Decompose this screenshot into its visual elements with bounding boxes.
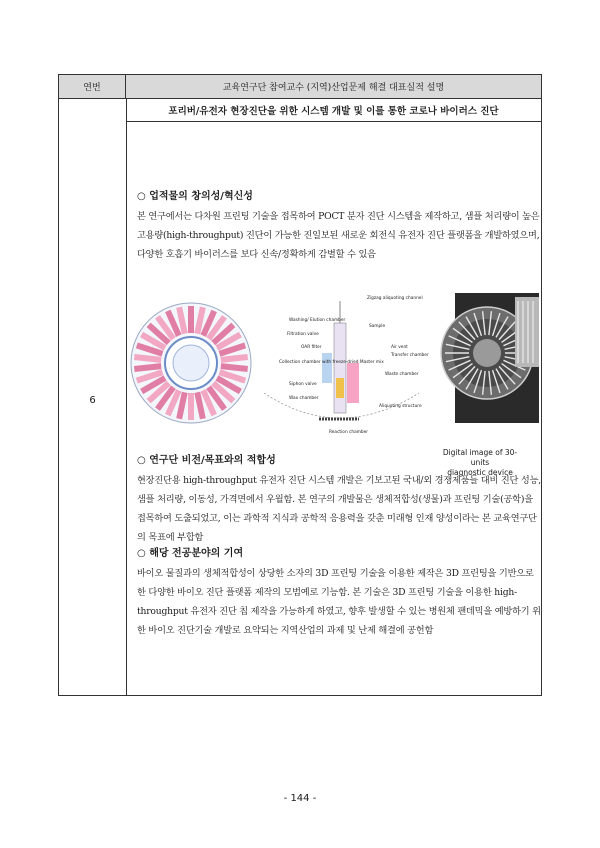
schematic-label: Aliquoting structure (379, 404, 422, 409)
section-heading: ○ 연구단 비전/목표와의 적합성 (137, 455, 276, 466)
device-photo (441, 293, 539, 423)
schematic-label: Waste chamber (385, 372, 419, 377)
schematic-label: OAR filter (301, 345, 322, 350)
section-innovation (137, 187, 541, 264)
device-figure (129, 293, 539, 443)
section-body: 현장진단용 high-throughput 유전자 진단 시스템 개발은 기보고된 국내/외 경쟁제품들 대비 진단 성능, 샘플 처리량, 이동성, 가격면에서 우월함. 본 연구의 개발물은 생체적합성(생물)과 프린팅 기술(공학)을 접목하여 도출되었고, 이는 과학적 지식과 공학적 응용력을 갖춘 미래형 인재 양성이라는 본 교육연구단의 목표에 부합함 (137, 475, 541, 543)
section-heading: ○ 업적물의 창의성/혁신성 (137, 191, 253, 202)
header-description-col: 교육연구단 참여교수 (지역)산업문제 해결 대표실적 설명 (222, 83, 445, 93)
schematic-label: Zigzag aliquoting channel (367, 296, 423, 301)
schematic-label: Wax chamber (289, 396, 319, 401)
schematic-label: Sample (369, 324, 386, 329)
section-heading: ○ 해당 전공분야의 기여 (137, 548, 244, 559)
schematic-label: Siphon valve (289, 382, 317, 387)
schematic-label: Collection chamber with freeze-dried Master mix (279, 360, 384, 365)
caption-line-2: diagnostic device (447, 468, 513, 477)
column-divider (126, 99, 127, 695)
section-body: 바이오 물질과의 생체적합성이 상당한 소자의 3D 프린팅 기술을 이용한 제작은 3D 프린팅을 기반으로 한 다양한 바이오 진단 플랫폼 제작의 모범예로 기능함. 본 기술은 3D 프린팅 기술을 이용한 high-throughput 유전자 진단 칩 제작을 가능하게 하였고, 향후 발생할 수 있는 병원체 팬데믹을 예방하기 위한 바이오 진단기술 개발로 요약되는 지역산업의 과제 및 난제 해결에 공헌함 (137, 568, 541, 636)
chamber-schematic (264, 295, 429, 435)
header-number-col: 연번 (59, 75, 126, 98)
result-title: 포리버/유전자 현장진단을 위한 시스템 개발 및 이를 통한 코로나 바이러스 진단 (126, 99, 541, 122)
row-number: 6 (89, 395, 96, 406)
disc-diagram (131, 303, 251, 423)
schematic-label: Reaction chamber (329, 430, 369, 435)
schematic-label: Filtration valve (287, 332, 319, 337)
disc-channel (188, 393, 194, 420)
page-number: - 144 - (283, 793, 317, 804)
schematic-label: Transfer chamber (391, 353, 429, 358)
section-contribution (137, 544, 541, 640)
section-vision-fit (137, 451, 541, 547)
result-table (58, 74, 542, 696)
caption-line-1: Digital image of 30-units (442, 448, 518, 467)
schematic-label: Air vent (391, 345, 408, 350)
disc-channel (188, 306, 194, 333)
section-body: 본 연구에서는 다차원 프린팅 기술을 접목하여 POCT 분자 진단 시스템을 제작하고, 샘플 처리량이 높은 고용량(high-throughput) 진단이 가능한 진일보된 새로운 회전식 유전자 진단 플랫폼을 개발하였으며, 다양한 호흡기 바이러스를 보다 신속/정확하게 감별할 수 있음 (137, 211, 540, 260)
schematic-label: Washing/ Elution chamber (289, 318, 346, 323)
table-header (59, 75, 541, 99)
